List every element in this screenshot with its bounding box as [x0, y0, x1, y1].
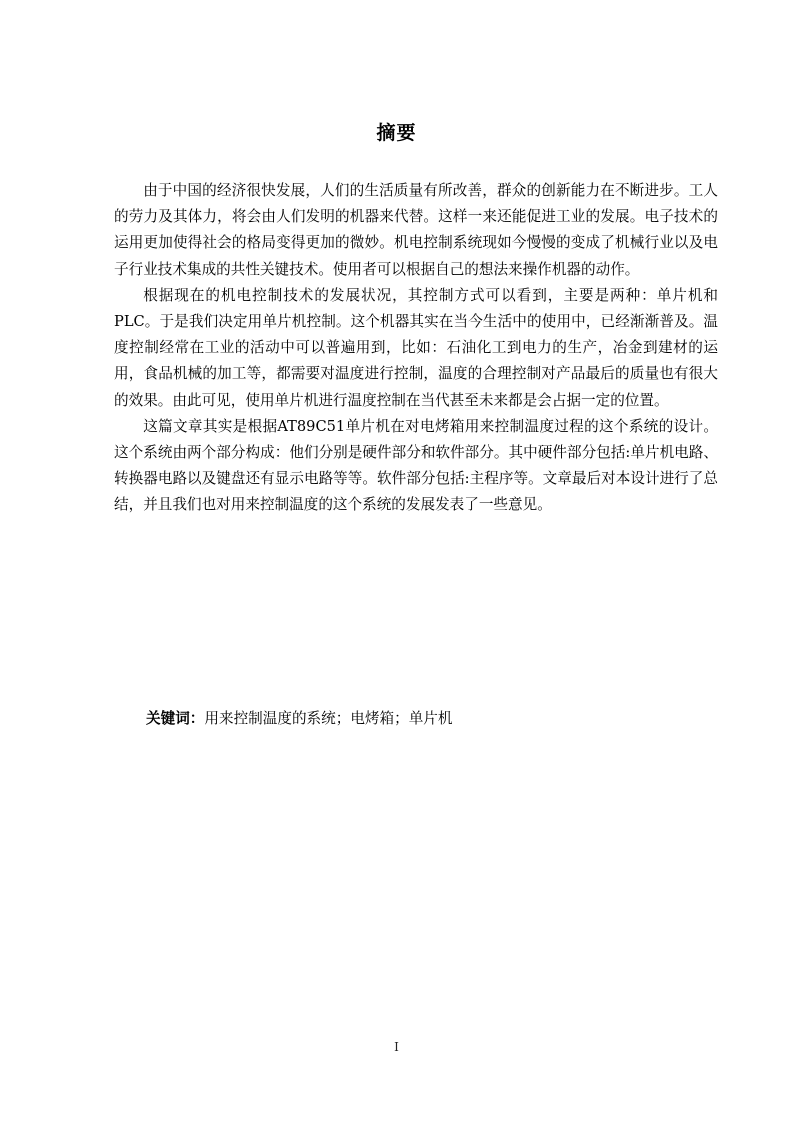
keywords-label: 关键词：: [146, 710, 205, 727]
abstract-body: [114, 178, 718, 519]
keywords-line: [146, 706, 726, 732]
abstract-paragraph-1: 由于中国的经济很快发展，人们的生活质量有所改善，群众的创新能力在不断进步。工人的劳力及其体力，将会由人们发明的机器来代替。这样一来还能促进工业的发展。电子技术的运用更加使得社会的格局变得更加的微妙。机电控制系统现如今慢慢的变成了机械行业以及电子行业技术集成的共性关键技术。使用者可以根据自己的想法来操作机器的动作。: [114, 182, 718, 278]
page-number: I: [394, 1040, 399, 1054]
abstract-paragraph-3: 这篇文章其实是根据AT89C51单片机在对电烤箱用来控制温度过程的这个系统的设计。这个系统由两个部分构成：他们分别是硬件部分和软件部分。其中硬件部分包括:单片机电路、转换器电路以及键盘还有显示电路等等。软件部分包括:主程序等。文章最后对本设计进行了总结，并且我们也对用来控制温度的这个系统的发展发表了一些意见。: [114, 417, 718, 514]
abstract-paragraph-2: 根据现在的机电控制技术的发展状况，其控制方式可以看到，主要是两种：单片机和 PLC。于是我们决定用单片机控制。这个机器其实在当今生活中的使用中，已经渐渐普及。温度控制经常在工业的活动中可以普遍用到，比如：石油化工到电力的生产，冶金到建材的运用，食品机械的加工等，都需要对温度进行控制，温度的合理控制对产品最后的质量也有很大的效果。由此可见，使用单片机进行温度控制在当代甚至未来都是会占据一定的位置。: [114, 286, 718, 409]
abstract-title: 摘要: [376, 122, 417, 144]
keywords-value: 用来控制温度的系统；电烤箱；单片机: [204, 710, 453, 727]
